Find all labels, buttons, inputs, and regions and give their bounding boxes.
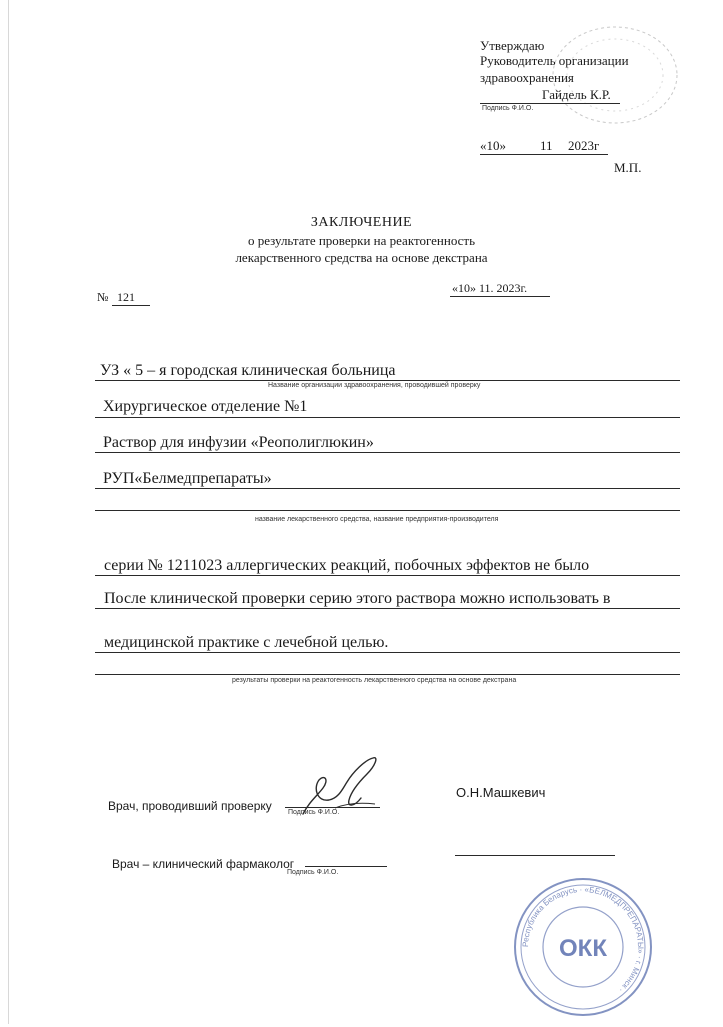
- doc-number-label: №: [97, 290, 109, 304]
- drug-name-line: [95, 452, 680, 453]
- pharmacologist-caption: Подпись Ф.И.О.: [287, 869, 339, 876]
- doc-number-value: 121: [117, 290, 135, 304]
- document-subtitle-1: о результате проверки на реактогенность: [247, 233, 476, 248]
- document-title: ЗАКЛЮЧЕНИЕ: [310, 215, 413, 230]
- organization-line: [95, 380, 680, 381]
- drug-blank-line: [95, 510, 680, 511]
- page-edge: [8, 0, 9, 1024]
- results-line-3-rule: [95, 652, 680, 653]
- drug-manufacturer-line: [95, 488, 680, 489]
- drug-manufacturer: РУП«Белмедпрепараты»: [103, 470, 272, 487]
- approval-caption: Подпись Ф.И.О.: [482, 105, 534, 112]
- pharmacologist-label: Врач – клинический фармаколог: [112, 857, 295, 871]
- doctor-caption: Подпись Ф.И.О.: [288, 809, 340, 816]
- okk-stamp-center-text: ОКК: [559, 935, 607, 962]
- results-line-3: медицинской практике с лечебной целью.: [104, 634, 389, 651]
- pharmacologist-name-line: [455, 855, 615, 856]
- approval-position-line2: здравоохранения: [480, 70, 574, 85]
- approval-date-day: «10»: [480, 138, 506, 153]
- okk-stamp-ring-text: Республика Беларусь · «БЕЛМЕДПРЕПАРАТЫ» · г. Минск ·: [520, 884, 646, 995]
- doctor-label: Врач, проводивший проверку: [108, 799, 272, 813]
- department-value: Хирургическое отделение №1: [103, 398, 308, 415]
- doc-date-line: [450, 296, 550, 297]
- doctor-name: О.Н.Машкевич: [456, 785, 546, 800]
- approval-name: Гайдель К.Р.: [542, 87, 611, 102]
- doctor-signature-line: [285, 807, 380, 808]
- approval-approve-label: Утверждаю: [480, 38, 545, 53]
- doc-number-line: [112, 305, 150, 306]
- pharmacologist-signature-line: [305, 866, 387, 867]
- drug-name: Раствор для инфузии «Реополиглюкин»: [103, 434, 374, 451]
- document-subtitle-2: лекарственного средства на основе декстрана: [235, 250, 488, 265]
- approval-position-line1: Руководитель организации: [480, 53, 629, 68]
- results-caption: результаты проверки на реактогенность лекарственного средства на основе декстрана: [232, 677, 517, 684]
- approval-mp: М.П.: [614, 160, 642, 175]
- drug-caption: название лекарственного средства, название предприятия-производителя: [255, 516, 499, 523]
- organization-value: УЗ « 5 – я городская клиническая больница: [100, 362, 396, 379]
- results-line-2: После клинической проверки серию этого раствора можно использовать в: [104, 590, 611, 607]
- approval-date-year: 2023г: [568, 138, 600, 153]
- results-blank-line: [95, 674, 680, 675]
- organization-caption: Название организации здравоохранения, проводившей проверку: [268, 382, 481, 389]
- department-line: [95, 417, 680, 418]
- okk-stamp: [508, 872, 658, 1027]
- results-line-2-rule: [95, 608, 680, 609]
- approval-signature-line: [480, 103, 620, 104]
- approval-date-line: [480, 154, 608, 155]
- results-line-1: серии № 1211023 аллергических реакций, побочных эффектов не было: [104, 557, 590, 574]
- doc-date: «10» 11. 2023г.: [452, 281, 528, 295]
- results-line-1-rule: [95, 575, 680, 576]
- approval-date-month: 11: [540, 138, 553, 153]
